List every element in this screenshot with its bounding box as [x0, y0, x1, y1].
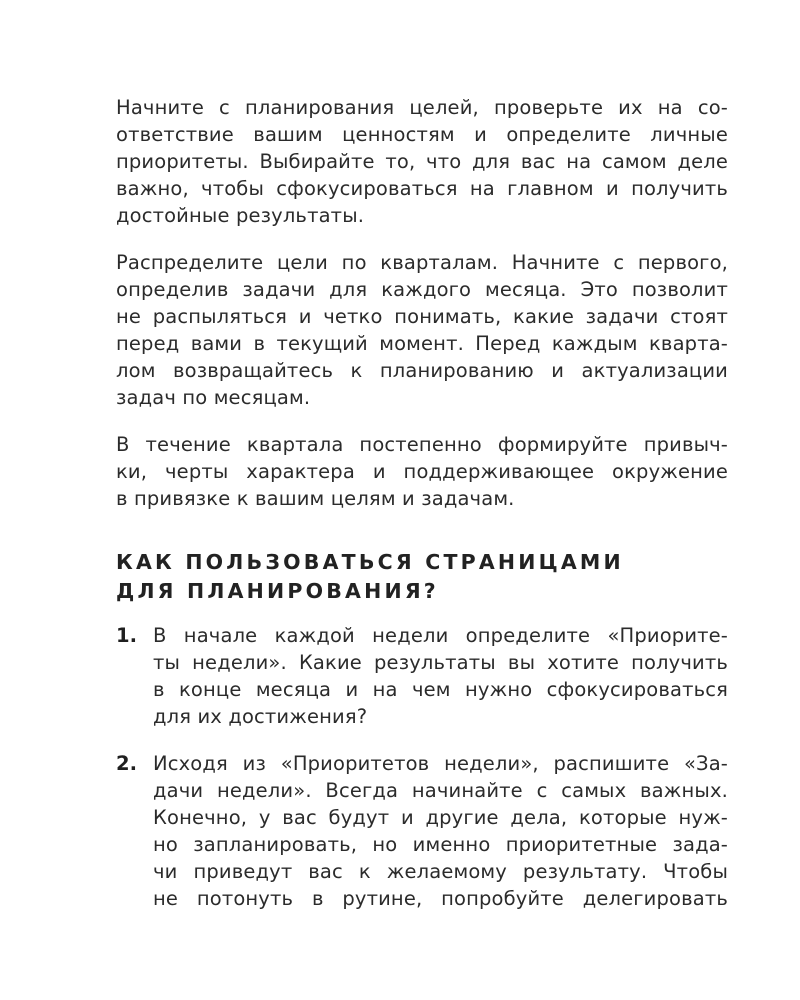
text-line: дачи недели». Всегда начинайте с самых важных. — [153, 779, 728, 802]
list-item — [116, 622, 728, 730]
text-line: ты недели». Какие результаты вы хотите получить — [153, 651, 728, 674]
text-line: в привязке к вашим целям и задачам. — [116, 487, 515, 510]
section-heading — [116, 548, 728, 606]
text-line: В течение квартала постепенно формируйте привыч- — [116, 433, 728, 456]
section-heading-line-1: КАК ПОЛЬЗОВАТЬСЯ СТРАНИЦАМИ — [116, 550, 624, 574]
text-line: но запланировать, но именно приоритетные зада- — [153, 833, 728, 856]
text-line: не распыляться и четко понимать, какие задачи стоят — [116, 305, 728, 328]
text-line: ки, черты характера и поддерживающее окружение — [116, 460, 728, 483]
text-line: достойные результаты. — [116, 204, 365, 227]
text-line: приоритеты. Выбирайте то, что для вас на самом деле — [116, 150, 728, 173]
text-line: для их достижения? — [153, 705, 368, 728]
paragraph-habits — [116, 431, 728, 512]
paragraph-goals — [116, 94, 728, 229]
text-line: перед вами в текущий момент. Перед каждым кварта- — [116, 332, 728, 355]
list-number: 2. — [116, 752, 137, 775]
text-line: В начале каждой недели определите «Приорите- — [153, 624, 728, 647]
list-item — [116, 750, 728, 912]
text-line: чи приведут вас к желаемому результату. Чтобы — [153, 860, 728, 883]
text-line: Распределите цели по кварталам. Начните с первого, — [116, 251, 728, 274]
text-line: лом возвращайтесь к планированию и актуализации — [116, 359, 728, 382]
text-line: в конце месяца и на чем нужно сфокусироваться — [153, 678, 728, 701]
text-line: Начните с планирования целей, проверьте их на со- — [116, 96, 728, 119]
page-content — [116, 94, 728, 932]
text-line: определив задачи для каждого месяца. Это позволит — [116, 278, 728, 301]
text-line: важно, чтобы сфокусироваться на главном и получить — [116, 177, 728, 200]
paragraph-quarters — [116, 249, 728, 411]
text-line: Конечно, у вас будут и другие дела, которые нуж- — [153, 806, 728, 829]
text-line: Исходя из «Приоритетов недели», распишите «За- — [153, 752, 728, 775]
section-heading-line-2: ДЛЯ ПЛАНИРОВАНИЯ? — [116, 579, 439, 603]
text-line: ответствие вашим ценностям и определите личные — [116, 123, 728, 146]
text-line: не потонуть в рутине, попробуйте делегировать — [153, 887, 728, 910]
list-number: 1. — [116, 624, 137, 647]
text-line: задач по месяцам. — [116, 386, 311, 409]
